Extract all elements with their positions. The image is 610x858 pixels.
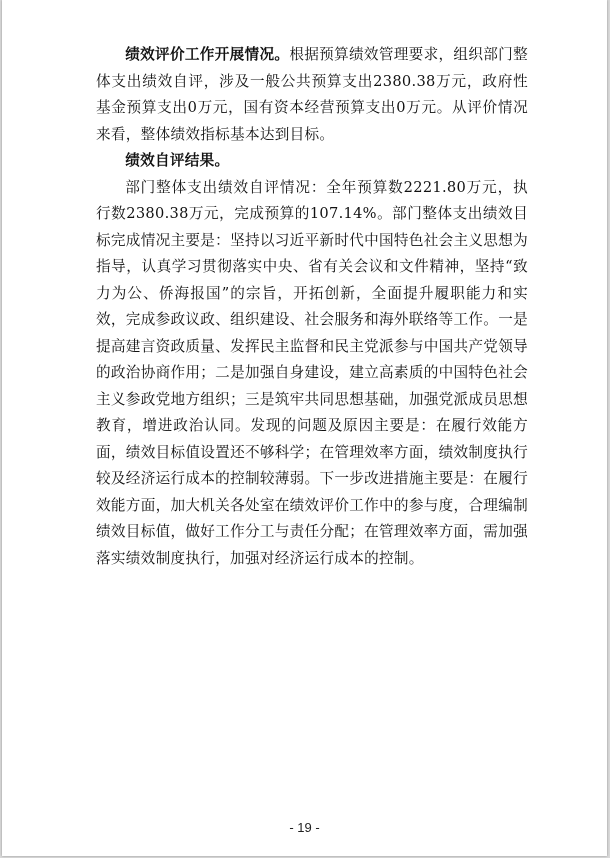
page-number: - 19 - xyxy=(289,820,320,835)
heading-evaluation-work: 绩效评价工作开展情况。 xyxy=(125,46,290,63)
paragraph-evaluation-work xyxy=(96,42,528,148)
paragraph-self-evaluation-result: 部门整体支出绩效自评情况：全年预算数2221.80万元，执行数2380.38万元，完成预算的107.14%。部门整体支出绩效目标完成情况主要是：坚持以习近平新时代中国特色社会主义思想为指导，认真学习贯彻落实中央、省有关会议和文件精神，坚持“致力为公、侨海报国”的宗旨，开拓创新，全面提升履职能力和实效，完成参政议政、组织建设、社会服务和海外联络等工作。一是提高建言资政质量、发挥民主监督和民主党派参与中国共产党领导的政治协商作用；二是加强自身建设，建立高素质的中国特色社会主义参政党地方组织；三是筑牢共同思想基础，加强党派成员思想教育，增进政治认同。发现的问题及原因主要是：在履行效能方面，绩效目标值设置还不够科学；在管理效率方面，绩效制度执行较及经济运行成本的控制较薄弱。下一步改进措施主要是：在履行效能方面，加大机关各处室在绩效评价工作中的参与度，合理编制绩效目标值，做好工作分工与责任分配；在管理效率方面，需加强落实绩效制度执行，加强对经济运行成本的控制。 xyxy=(96,178,528,567)
document-body xyxy=(96,42,528,572)
text-evaluation-work: 根据预算绩效管理要求，组织部门整体支出绩效自评，涉及一般公共预算支出2380.38万元，政府性基金预算支出0万元，国有资本经营预算支出0万元。从评价情况来看，整体绩效指标基本达到目标。 xyxy=(96,46,528,143)
document-page xyxy=(2,0,607,856)
heading-self-evaluation: 绩效自评结果。 xyxy=(125,152,230,169)
paragraph-self-evaluation-heading xyxy=(96,148,528,175)
